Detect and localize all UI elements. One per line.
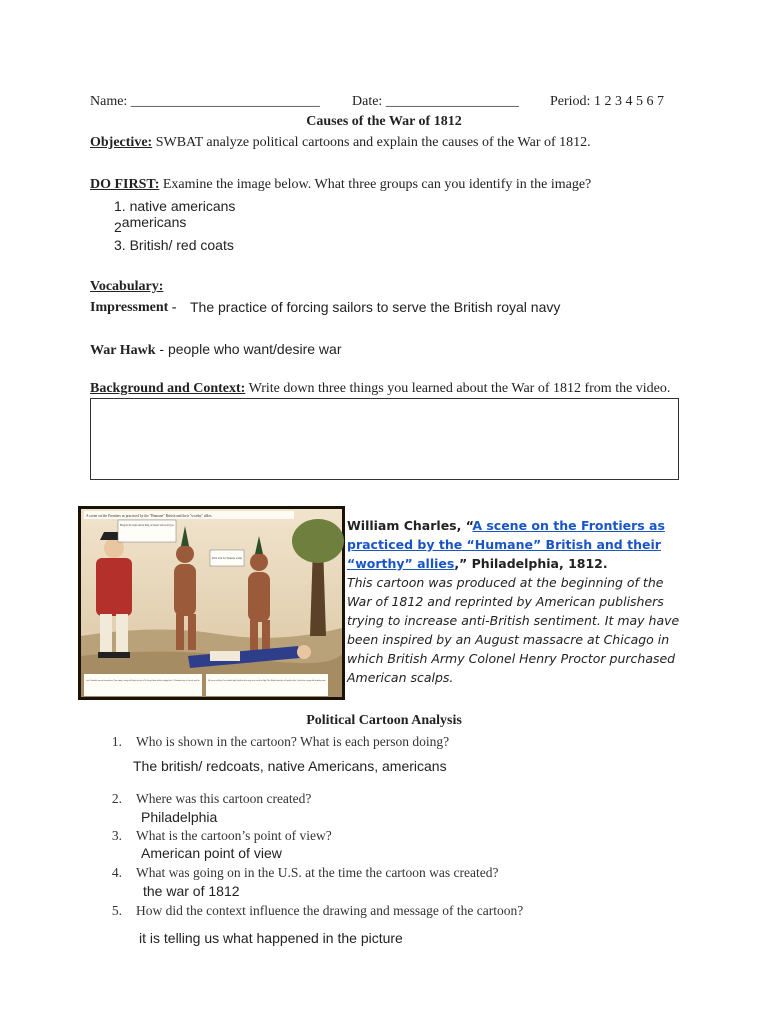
- caption-author: William Charles, “: [347, 518, 473, 533]
- question-text: How did the context influence the drawing and message of the cartoon?: [136, 903, 524, 918]
- date-field-label: Date: ___________________: [352, 94, 519, 109]
- answer-text: British/ red coats: [129, 237, 234, 253]
- answer-number: 3.: [114, 237, 126, 253]
- answer-number: 1.: [114, 198, 126, 214]
- question-text: Who is shown in the cartoon? What is each person doing?: [136, 734, 450, 749]
- do-first-line: [90, 177, 591, 193]
- objective-text: SWBAT analyze political cartoons and explain the causes of the War of 1812.: [152, 135, 591, 150]
- do-first-label: DO FIRST:: [90, 177, 160, 192]
- do-first-answer-1: [114, 198, 235, 214]
- objective-label: Objective:: [90, 135, 153, 150]
- question-number: 4.: [111, 865, 122, 880]
- do-first-text: Examine the image below. What three groups can you identify in the image?: [159, 177, 592, 192]
- answer-5: it is telling us what happened in the picture: [139, 930, 403, 946]
- answer-number: 2: [114, 219, 122, 235]
- answer-1: The british/ redcoats, native Americans, americans: [133, 758, 447, 774]
- cartoon-caption: [347, 516, 682, 687]
- background-text: Write down three things you learned about the War of 1812 from the video.: [245, 381, 671, 396]
- war-hawk-definition: people who want/desire war: [167, 341, 342, 357]
- question-text: Where was this cartoon created?: [136, 791, 312, 806]
- question-number: 1.: [111, 734, 122, 749]
- war-hawk-dash: -: [155, 341, 168, 357]
- cartoon-bubble-left: Bring me the scalps and the King our master will reward you.: [120, 524, 175, 527]
- impressment-definition: The practice of forcing sailors to serve the British royal navy: [190, 299, 561, 315]
- analysis-title: Political Cartoon Analysis: [306, 713, 462, 728]
- question-number: 2.: [111, 791, 122, 806]
- name-field-label: Name: ___________________________: [90, 94, 320, 109]
- question-number: 5.: [111, 903, 122, 918]
- background-line: [90, 381, 670, 397]
- political-cartoon-image: [78, 506, 345, 700]
- cartoon-verse-right: By bravery aw'd they'll in a dreadful fright, Shrink back for refuge to the woods in flight; Their British leaders then will quickly shake, And for those wrongs shall restitution make.: [208, 679, 327, 682]
- background-label: Background and Context:: [90, 381, 246, 396]
- objective-line: [90, 135, 591, 151]
- war-hawk-term: War Hawk: [90, 343, 156, 358]
- cartoon-verse-left: Arise Columbia's sons and forward press, Your country's wrongs call loudly for redress; The Savage Indian with his scalping knife, Or Tomahawk may seek to take your life;: [86, 679, 201, 682]
- cartoon-title-link[interactable]: A scene on the Frontiers as practiced by the “Humane” British and their “worthy” allies: [347, 518, 665, 571]
- answer-text: americans: [121, 214, 187, 230]
- question-text: What was going on in the U.S. at the time the cartoon was created?: [136, 865, 499, 880]
- answer-4: the war of 1812: [143, 883, 240, 899]
- impressment-term: Impressment -: [90, 300, 177, 315]
- vocabulary-label: Vocabulary:: [90, 279, 164, 294]
- caption-description: This cartoon was produced at the beginning of the War of 1812 and reprinted by American publishers trying to increase anti-British sentiment. It may have been inspired by an August massacre at Chicago in which British Army Colonel Henry Proctor purchased American scalps.: [347, 575, 680, 685]
- do-first-answer-3: [114, 237, 234, 253]
- page-title: Causes of the War of 1812: [306, 114, 462, 129]
- caption-place-date: ,” Philadelphia, 1812.: [454, 556, 608, 571]
- background-answer-box[interactable]: [90, 398, 679, 480]
- answer-text: native americans: [129, 198, 236, 214]
- do-first-answer-2: [114, 214, 187, 235]
- period-label: Period: 1 2 3 4 5 6 7: [550, 94, 664, 109]
- cartoon-bubble-right: Dont wait for Yankees scalps: [212, 557, 242, 560]
- war-hawk-line: [90, 341, 341, 359]
- question-number: 3.: [111, 828, 122, 843]
- question-text: What is the cartoon’s point of view?: [136, 828, 332, 843]
- cartoon-top-caption: A scene on the Frontiers as practiced by the "Humane" British and their "worthy" allies.: [86, 514, 213, 518]
- answer-2: Philadelphia: [141, 809, 218, 825]
- answer-3: American point of view: [141, 845, 282, 861]
